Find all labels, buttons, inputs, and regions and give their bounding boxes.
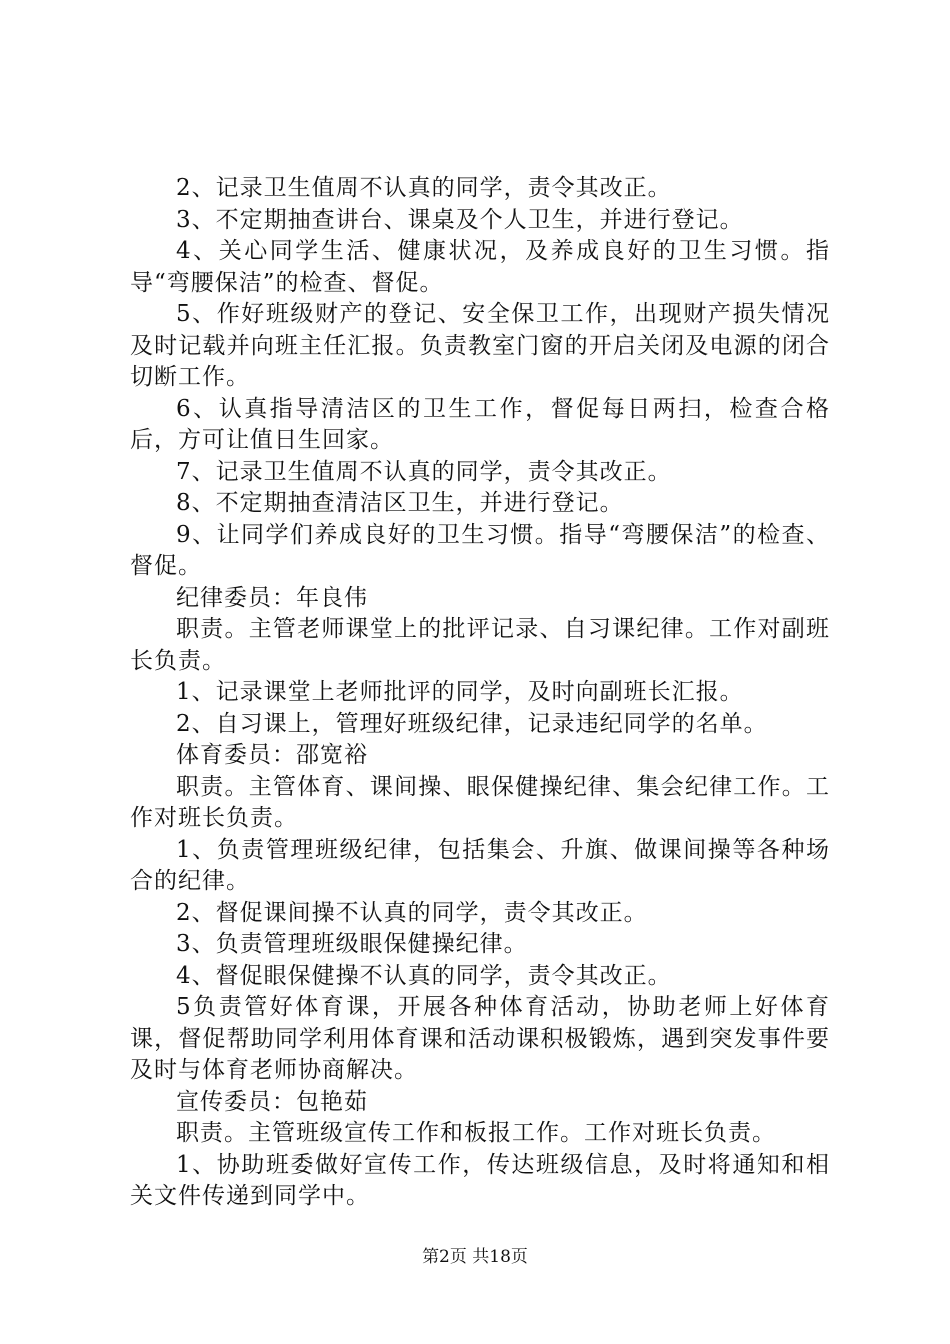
section-heading-discipline: 纪律委员：年良伟: [176, 584, 368, 611]
paragraph: 6、认真指导清洁区的卫生工作，督促每日两扫，检查合格后，方可让值日生回家。: [130, 395, 830, 453]
paragraph: 1、记录课堂上老师批评的同学，及时向副班长汇报。: [176, 679, 744, 705]
paragraph: 4、督促眼保健操不认真的同学，责令其改正。: [176, 962, 672, 989]
paragraph: 2、自习课上，管理好班级纪律，记录违纪同学的名单。: [176, 710, 768, 737]
section-heading-publicity: 宣传委员：包艳茹: [176, 1088, 368, 1115]
paragraph: 1、负责管理班级纪律，包括集会、升旗、做课间操等各种场合的纪律。: [130, 836, 830, 894]
paragraph: 3、不定期抽查讲台、课桌及个人卫生，并进行登记。: [176, 206, 744, 233]
paragraph: 3、负责管理班级眼保健操纪律。: [176, 931, 528, 957]
paragraph: 职责。主管体育、课间操、眼保健操纪律、集会纪律工作。工作对班长负责。: [130, 773, 830, 831]
paragraph: 8、不定期抽查清洁区卫生，并进行登记。: [176, 490, 624, 516]
paragraph: 5负责管好体育课，开展各种体育活动，协助老师上好体育课，督促帮助同学利用体育课和活动课积极锻炼，遇到突发事件要及时与体育老师协商解决。: [130, 994, 830, 1083]
paragraph: 职责。主管老师课堂上的批评记录、自习课纪律。工作对副班长负责。: [130, 616, 830, 674]
paragraph: 职责。主管班级宣传工作和板报工作。工作对班长负责。: [176, 1120, 776, 1146]
paragraph: 9、让同学们养成良好的卫生习惯。指导“弯腰保洁”的检查、督促。: [130, 521, 830, 579]
paragraph: 5、作好班级财产的登记、安全保卫工作，出现财产损失情况及时记载并向班主任汇报。负责教室门窗的开启关闭及电源的闭合切断工作。: [130, 301, 830, 390]
paragraph: 4、关心同学生活、健康状况，及养成良好的卫生习惯。指导“弯腰保洁”的检查、督促。: [130, 238, 830, 296]
document-body: [130, 173, 830, 1213]
paragraph: 2、记录卫生值周不认真的同学，责令其改正。: [176, 175, 672, 201]
paragraph: 1、协助班委做好宣传工作，传达班级信息，及时将通知和相关文件传递到同学中。: [130, 1151, 830, 1209]
page-number-footer: 第2页 共18页: [422, 1247, 528, 1267]
section-heading-sports: 体育委员：邵宽裕: [176, 742, 368, 768]
paragraph: 7、记录卫生值周不认真的同学，责令其改正。: [176, 458, 672, 485]
paragraph: 2、督促课间操不认真的同学，责令其改正。: [176, 899, 648, 926]
